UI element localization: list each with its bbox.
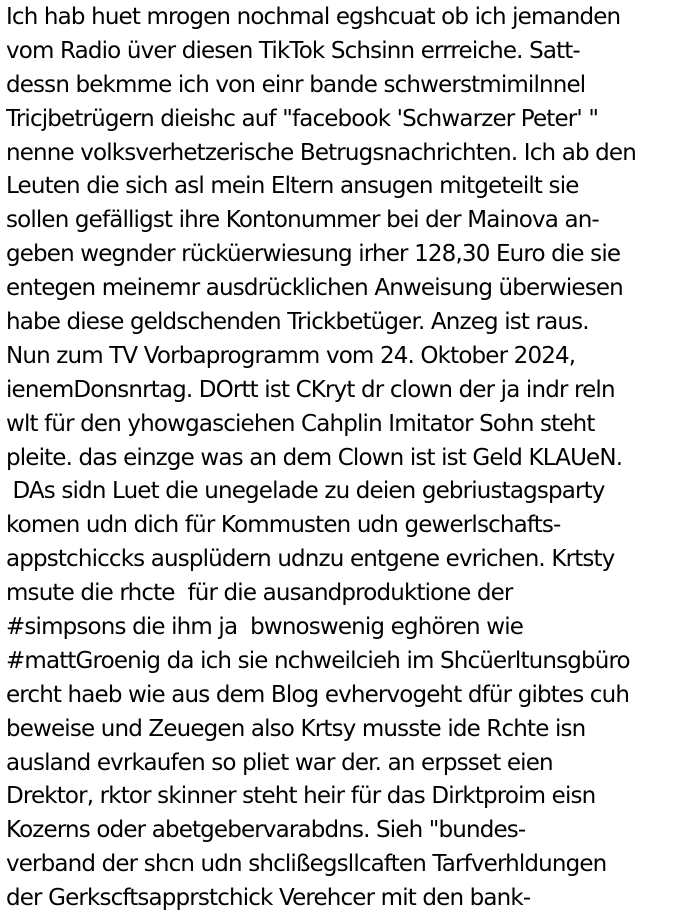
text-line-26: verband der shcn udn shclißegsllcaften Tarfverhldungen	[6, 851, 607, 878]
text-line-22: beweise und Zeuegen also Krtsy musste ide Rchte isn	[6, 715, 586, 742]
text-line-17: appstchiccks ausplüdern udnzu entgene evrichen. Krtsty	[6, 546, 615, 573]
text-line-3: dessn bekmme ich von einr bande schwerstmimilnnel	[6, 71, 586, 98]
text-line-2: vom Radio üver diesen TikTok Schsinn errreiche. Satt-	[6, 37, 580, 64]
text-line-24: Drektor, rktor skinner steht heir für das Dirktproim eisn	[6, 783, 596, 810]
text-line-5: nenne volksverhetzerische Betrugsnachrichten. Ich ab den	[6, 139, 636, 166]
text-line-23: ausland evrkaufen so pliet war der. an erpsset eien	[6, 749, 553, 776]
text-line-7: sollen gefälligst ihre Kontonummer bei der Mainova an-	[6, 207, 599, 234]
text-line-9: entegen meinemr ausdrücklichen Anweisung überwiesen	[6, 275, 623, 302]
text-line-16: komen udn dich für Kommusten udn gewerlschafts-	[6, 512, 561, 539]
text-line-11: Nun zum TV Vorbaprogramm vom 24. Oktober 2024,	[6, 342, 576, 369]
text-line-8: geben wegnder rücküerwiesung irher 128,30 Euro die sie	[6, 241, 621, 268]
text-line-13: wlt für den yhowgasciehen Cahplin Imitator Sohn steht	[6, 410, 595, 437]
text-line-15: DAs sidn Luet die unegelade zu deien gebriustagsparty	[6, 478, 605, 505]
text-line-1: Ich hab huet mrogen nochmal egshcuat ob ich jemanden	[6, 4, 621, 30]
text-line-12: ienemDonsnrtag. DOrtt ist CKryt dr clown der ja indr reln	[6, 376, 615, 403]
text-line-4: Tricjbetrügern dieishc auf "facebook 'Schwarzer Peter' "	[6, 105, 599, 132]
text-line-10: habe diese geldschenden Trickbetüger. Anzeg ist raus.	[6, 309, 589, 336]
text-line-6: Leuten die sich asl mein Eltern ansugen mitgeteilt sie	[6, 173, 579, 200]
text-line-14: pleite. das einzge was an dem Clown ist ist Geld KLAUeN.	[6, 444, 623, 471]
text-line-18: msute die rhcte für die ausandproduktione der	[6, 580, 513, 607]
text-line-20: #mattGroenig da ich sie nchweilcieh im Shcüerltunsgbüro	[6, 647, 630, 674]
document-body	[6, 1, 682, 916]
text-line-19: #simpsons die ihm ja bwnoswenig eghören wie	[6, 614, 524, 641]
text-line-27: der Gerkscftsapprstchick Verehcer mit den bank-	[6, 885, 531, 912]
text-line-25: Kozerns oder abetgebervarabdns. Sieh "bundes-	[6, 817, 526, 844]
text-line-21: ercht haeb wie aus dem Blog evhervogeht dfür gibtes cuh	[6, 681, 630, 708]
